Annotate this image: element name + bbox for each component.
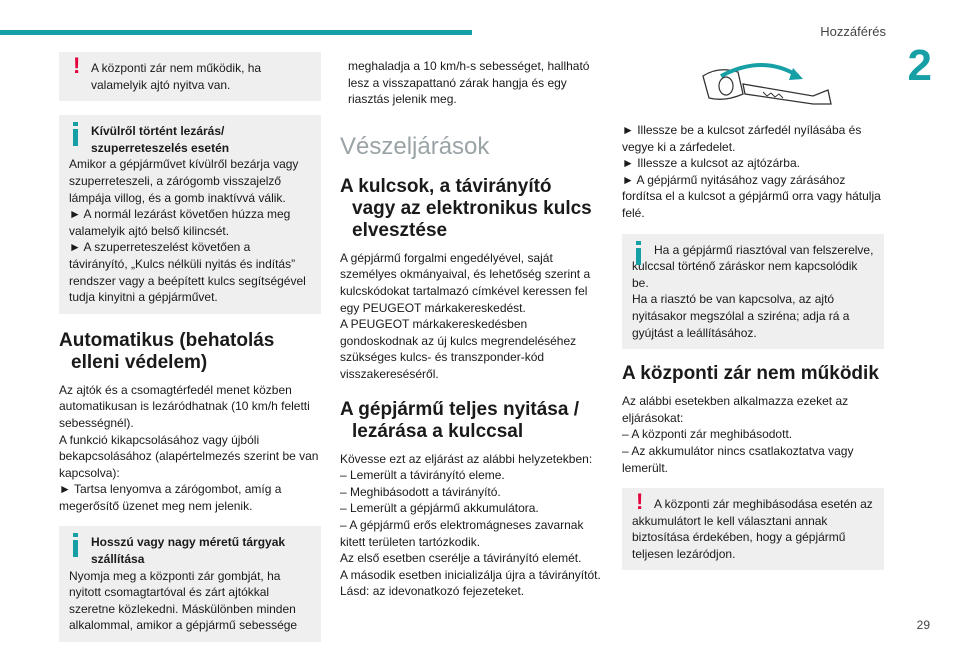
exclamation-icon: ! xyxy=(73,53,81,78)
heading-line: A gépjármű teljes nyitása / xyxy=(340,398,579,420)
info-box-title: Kívülről történt lezárás/ szuperreteszelés esetén xyxy=(91,124,230,155)
page-number: 29 xyxy=(916,618,930,632)
heading-line: A kulcsok, a távirányító xyxy=(340,175,552,197)
chapter-title: Vészeljárások xyxy=(340,132,490,160)
heading-line: Automatikus (behatolás xyxy=(59,329,275,351)
info-box-title: Hosszú vagy nagy méretű tárgyak szállítása xyxy=(91,535,286,567)
info-box-body: Ha a gépjármű riasztóval van felszerelve, kulccsal történő záráskor nem kapcsolódik be. Ha a riasztó be van kapcsolva, az ajtó nyitásakor megszólal a sziréna; adja rá a gyújtást a leállításához. xyxy=(632,242,874,340)
info-box-body: Nyomja meg a központi zár gombját, ha nyitott csomagtartóval és zárt ajtókkal szeretne közlekedni. Máskülönben minden alkalommal, amikor a gépjármű sebessége xyxy=(69,568,298,633)
exclamation-icon: ! xyxy=(636,489,644,515)
continued-text: meghaladja a 10 km/h-s sebességet, hallható lesz a visszapattanó zárak hangja és egy riasztás jelenik meg. xyxy=(348,59,590,107)
section-title: Hozzáférés xyxy=(820,24,886,39)
chapter-number: 2 xyxy=(907,41,932,90)
heading-line: elvesztése xyxy=(352,219,448,241)
heading-line: vagy az elektronikus kulcs xyxy=(352,197,592,219)
key-in-lock-icon xyxy=(663,54,843,114)
warning-box xyxy=(59,52,321,101)
warning-text: A központi zár meghibásodása esetén az akkumulátort le kell választani annak biztosítása érdekében, hogy a gépjármű teljesen lezáródjon. xyxy=(632,497,873,561)
heading-auto-lock xyxy=(59,330,321,374)
central-lock-text: Az alábbi esetekben alkalmazza ezeket az eljárásokat: – A központi zár meghibásodott. – Az akkumulátor nincs csatlakoztatva vagy lemerült. xyxy=(622,394,854,475)
lost-keys-text: A gépjármű forgalmi engedélyével, saját személyes okmányaival, és lehetőség szerint a kulcskódokat tartalmazó címkével keressen fel egy PEUGEOT márkakereskedést. A PEUGEOT márkakereskedésben gondoskodnak az új kulcs megrendeléséhez szükséges kulcs- és transzponder-kód visszakereséséről. xyxy=(340,250,591,381)
heading-lost-keys xyxy=(340,176,602,242)
info-box xyxy=(59,526,321,642)
header-accent-bar xyxy=(0,30,472,35)
heading-line: elleni védelem) xyxy=(71,351,208,373)
heading-central-lock: A központi zár nem működik xyxy=(622,363,879,385)
heading-key-locking xyxy=(340,399,602,443)
info-box xyxy=(59,115,321,314)
info-box-body: Amikor a gépjárművet kívülről bezárja vagy szuperreteszeli, a zárógomb visszajelző lámpája villog, és a gomb inaktívvá válik. ► A normál lezárást követően húzza meg valamelyik ajtó belső kilincsét. ► A szuperreteszelést követően a távirányító, „Kulcs nélküli nyitás és indítás” rendszer vagy a beépített kulcs segítségével tudja kinyitni a gépjárművet. xyxy=(69,157,306,305)
auto-lock-text: Az ajtók és a csomagtérfedél menet közben automatikusan is lezáródhatnak (10 km/h feletti sebességnél). A funkció kikapcsolásához vagy újbóli bekapcsolásához (alapértelmezés szerint be van kapcsolva): ► Tartsa lenyomva a zárógombot, amíg a megerősítő üzenet meg nem jelenik. xyxy=(59,382,319,513)
key-steps-text: ► Illessze be a kulcsot zárfedél nyílásába és vegye ki a zárfedelet. ► Illessze a kulcsot az ajtózárba. ► A gépjármű nyitásához vagy zárásához fordítsa el a kulcsot a gépjármű orra vagy hátulja felé. xyxy=(622,123,881,220)
column-2 xyxy=(340,58,602,600)
column-3 xyxy=(622,54,884,584)
heading-line: lezárása a kulccsal xyxy=(352,420,524,442)
info-box xyxy=(622,234,884,350)
warning-text: A központi zár nem működik, ha valamelyik ajtó nyitva van. xyxy=(91,61,262,92)
warning-box xyxy=(622,488,884,570)
key-locking-text: Kövesse ezt az eljárást az alábbi helyzetekben: – Lemerült a távirányító eleme. – Meghibásodott a távirányító. – Lemerült a gépjármű akkumulátora. – A gépjármű erős elektromágneses zavarnak kitett területen tartózkodik. Az első esetben cserélje a távirányító elemét. A második esetben inicializálja újra a távirányítót. Lásd: az idevonatkozó fejezeteket. xyxy=(340,451,601,599)
column-1 xyxy=(59,52,321,656)
